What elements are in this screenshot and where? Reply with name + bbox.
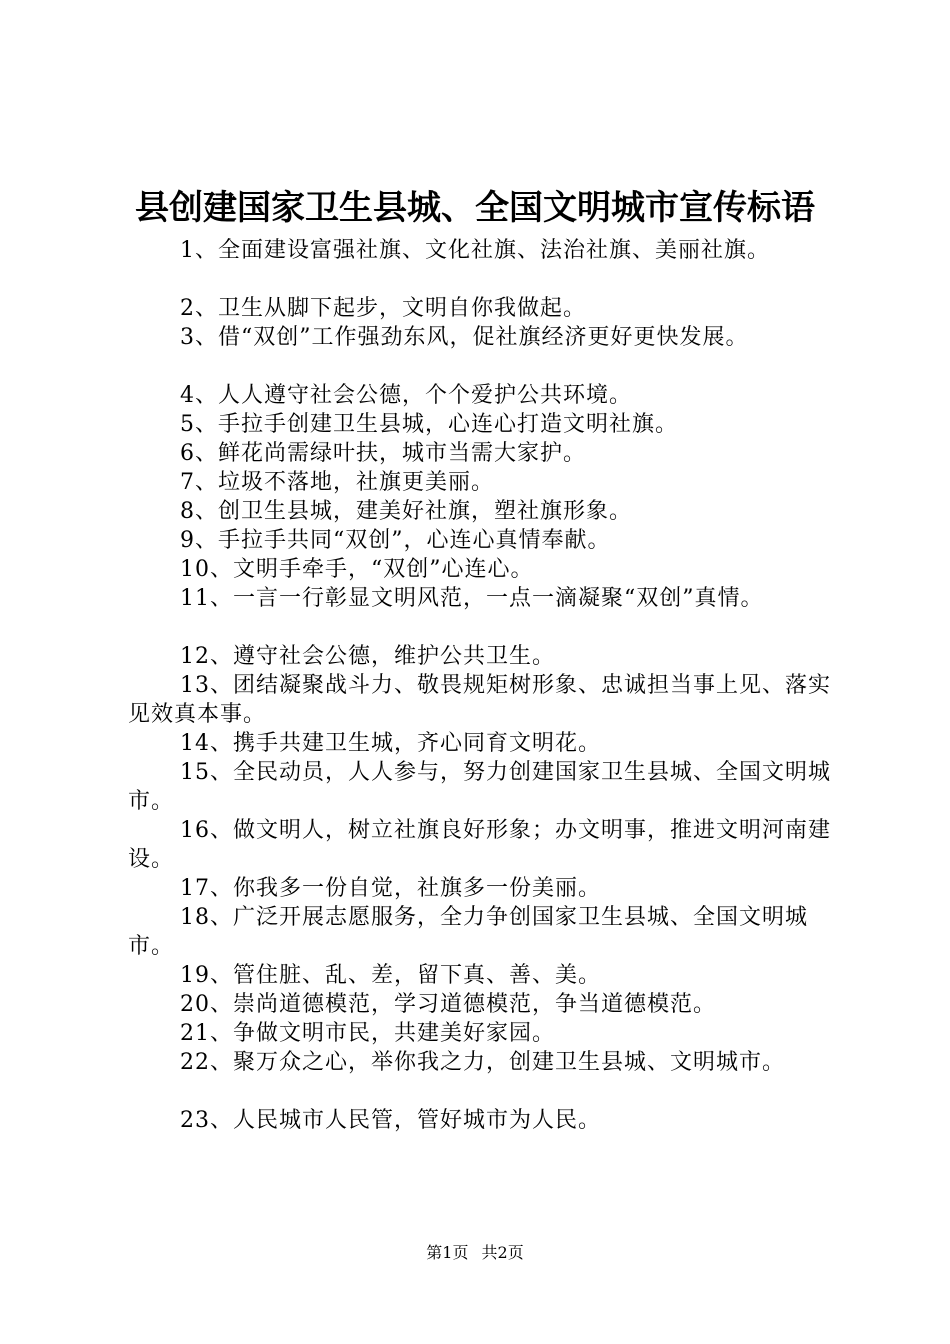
list-item: 16、做文明人，树立社旗良好形象；办文明事，推进文明河南建设。 [128, 818, 831, 872]
list-item: 2、卫生从脚下起步，文明自你我做起。 [180, 296, 586, 321]
list-item: 12、遵守社会公德，维护公共卫生。 [180, 644, 555, 669]
list-item: 7、垃圾不落地，社旗更美丽。 [180, 470, 494, 495]
list-item: 19、管住脏、乱、差，留下真、善、美。 [180, 963, 601, 988]
list-item: 21、争做文明市民，共建美好家园。 [180, 1021, 555, 1046]
list-item: 11、一言一行彰显文明风范，一点一滴凝聚“双创”真情。 [180, 586, 764, 611]
list-item: 17、你我多一份自觉，社旗多一份美丽。 [180, 876, 601, 901]
list-item: 5、手拉手创建卫生县城，心连心打造文明社旗。 [180, 412, 678, 437]
list-item: 6、鲜花尚需绿叶扶，城市当需大家护。 [180, 441, 586, 466]
list-item: 8、创卫生县城，建美好社旗，塑社旗形象。 [180, 499, 632, 524]
blank-line [128, 265, 838, 294]
blank-line [128, 352, 838, 381]
list-item: 22、聚万众之心，举你我之力，创建卫生县城、文明城市。 [180, 1050, 785, 1075]
document-title: 县创建国家卫生县城、全国文明城市宣传标语 [135, 188, 815, 228]
list-item: 10、文明手牵手，“双创”心连心。 [180, 557, 534, 582]
list-item: 18、广泛开展志愿服务，全力争创国家卫生县城、全国文明城市。 [128, 905, 808, 959]
page-number: 第1页 [426, 1243, 469, 1262]
list-item: 9、手拉手共同“双创”，心连心真情奉献。 [180, 528, 611, 553]
list-item: 15、全民动员，人人参与，努力创建国家卫生县城、全国文明城市。 [128, 760, 831, 814]
list-item: 20、崇尚道德模范，学习道德模范，争当道德模范。 [180, 992, 716, 1017]
page-total: 共2页 [481, 1243, 524, 1262]
blank-line [128, 613, 838, 642]
list-item: 3、借“双创”工作强劲东风，促社旗经济更好更快发展。 [180, 325, 749, 350]
list-item: 4、人人遵守社会公德，个个爱护公共环境。 [180, 383, 632, 408]
list-item: 13、团结凝聚战斗力、敬畏规矩树形象、忠诚担当事上见、落实见效真本事。 [128, 673, 831, 727]
list-item: 1、全面建设富强社旗、文化社旗、法治社旗、美丽社旗。 [180, 238, 770, 263]
slogan-list [128, 236, 838, 1135]
blank-line [128, 1077, 838, 1106]
list-item: 14、携手共建卫生城，齐心同育文明花。 [180, 731, 601, 756]
page-footer [0, 1241, 950, 1265]
list-item: 23、人民城市人民管，管好城市为人民。 [180, 1108, 601, 1133]
